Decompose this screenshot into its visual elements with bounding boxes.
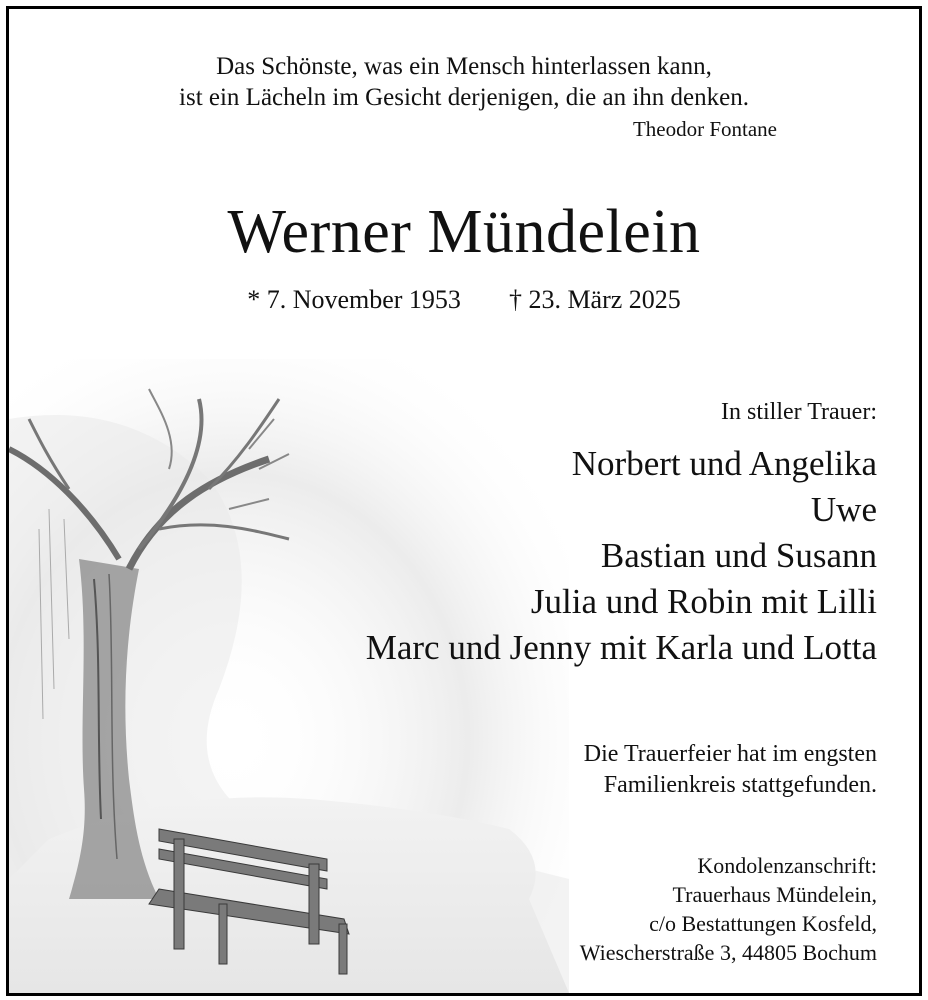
mourner-name: Marc und Jenny mit Karla und Lotta xyxy=(365,628,877,667)
ceremony-note xyxy=(584,739,877,801)
obituary-frame xyxy=(6,6,922,996)
mourner-name: Bastian und Susann xyxy=(600,536,877,575)
life-dates xyxy=(9,285,919,315)
condolence-line: Kondolenzanschrift: xyxy=(697,853,877,878)
condolence-line: c/o Bestattungen Kosfeld, xyxy=(649,911,877,936)
birth-date: * 7. November 1953 xyxy=(247,285,461,314)
mourners-list xyxy=(366,441,877,671)
quote-author: Theodor Fontane xyxy=(632,117,777,141)
mourner-name: Norbert und Angelika xyxy=(571,444,877,483)
condolence-line: Trauerhaus Mündelein, xyxy=(672,882,877,907)
mourner-name: Julia und Robin mit Lilli xyxy=(530,582,877,621)
condolence-line: Wiescherstraße 3, 44805 Bochum xyxy=(579,940,877,965)
epitaph-quote xyxy=(9,51,919,113)
condolence-address xyxy=(580,851,877,967)
mourning-label: In stiller Trauer: xyxy=(721,399,877,425)
death-date: † 23. März 2025 xyxy=(508,285,681,314)
ceremony-line: Familienkreis stattgefunden. xyxy=(603,772,877,798)
ceremony-line: Die Trauerfeier hat im engsten xyxy=(583,741,877,767)
deceased-name: Werner Mündelein xyxy=(227,198,701,266)
mourner-name: Uwe xyxy=(810,490,877,529)
quote-line: Das Schönste, was ein Mensch hinterlassen kann, xyxy=(216,53,712,80)
quote-line: ist ein Lächeln im Gesicht derjenigen, die an ihn denken. xyxy=(179,84,749,111)
